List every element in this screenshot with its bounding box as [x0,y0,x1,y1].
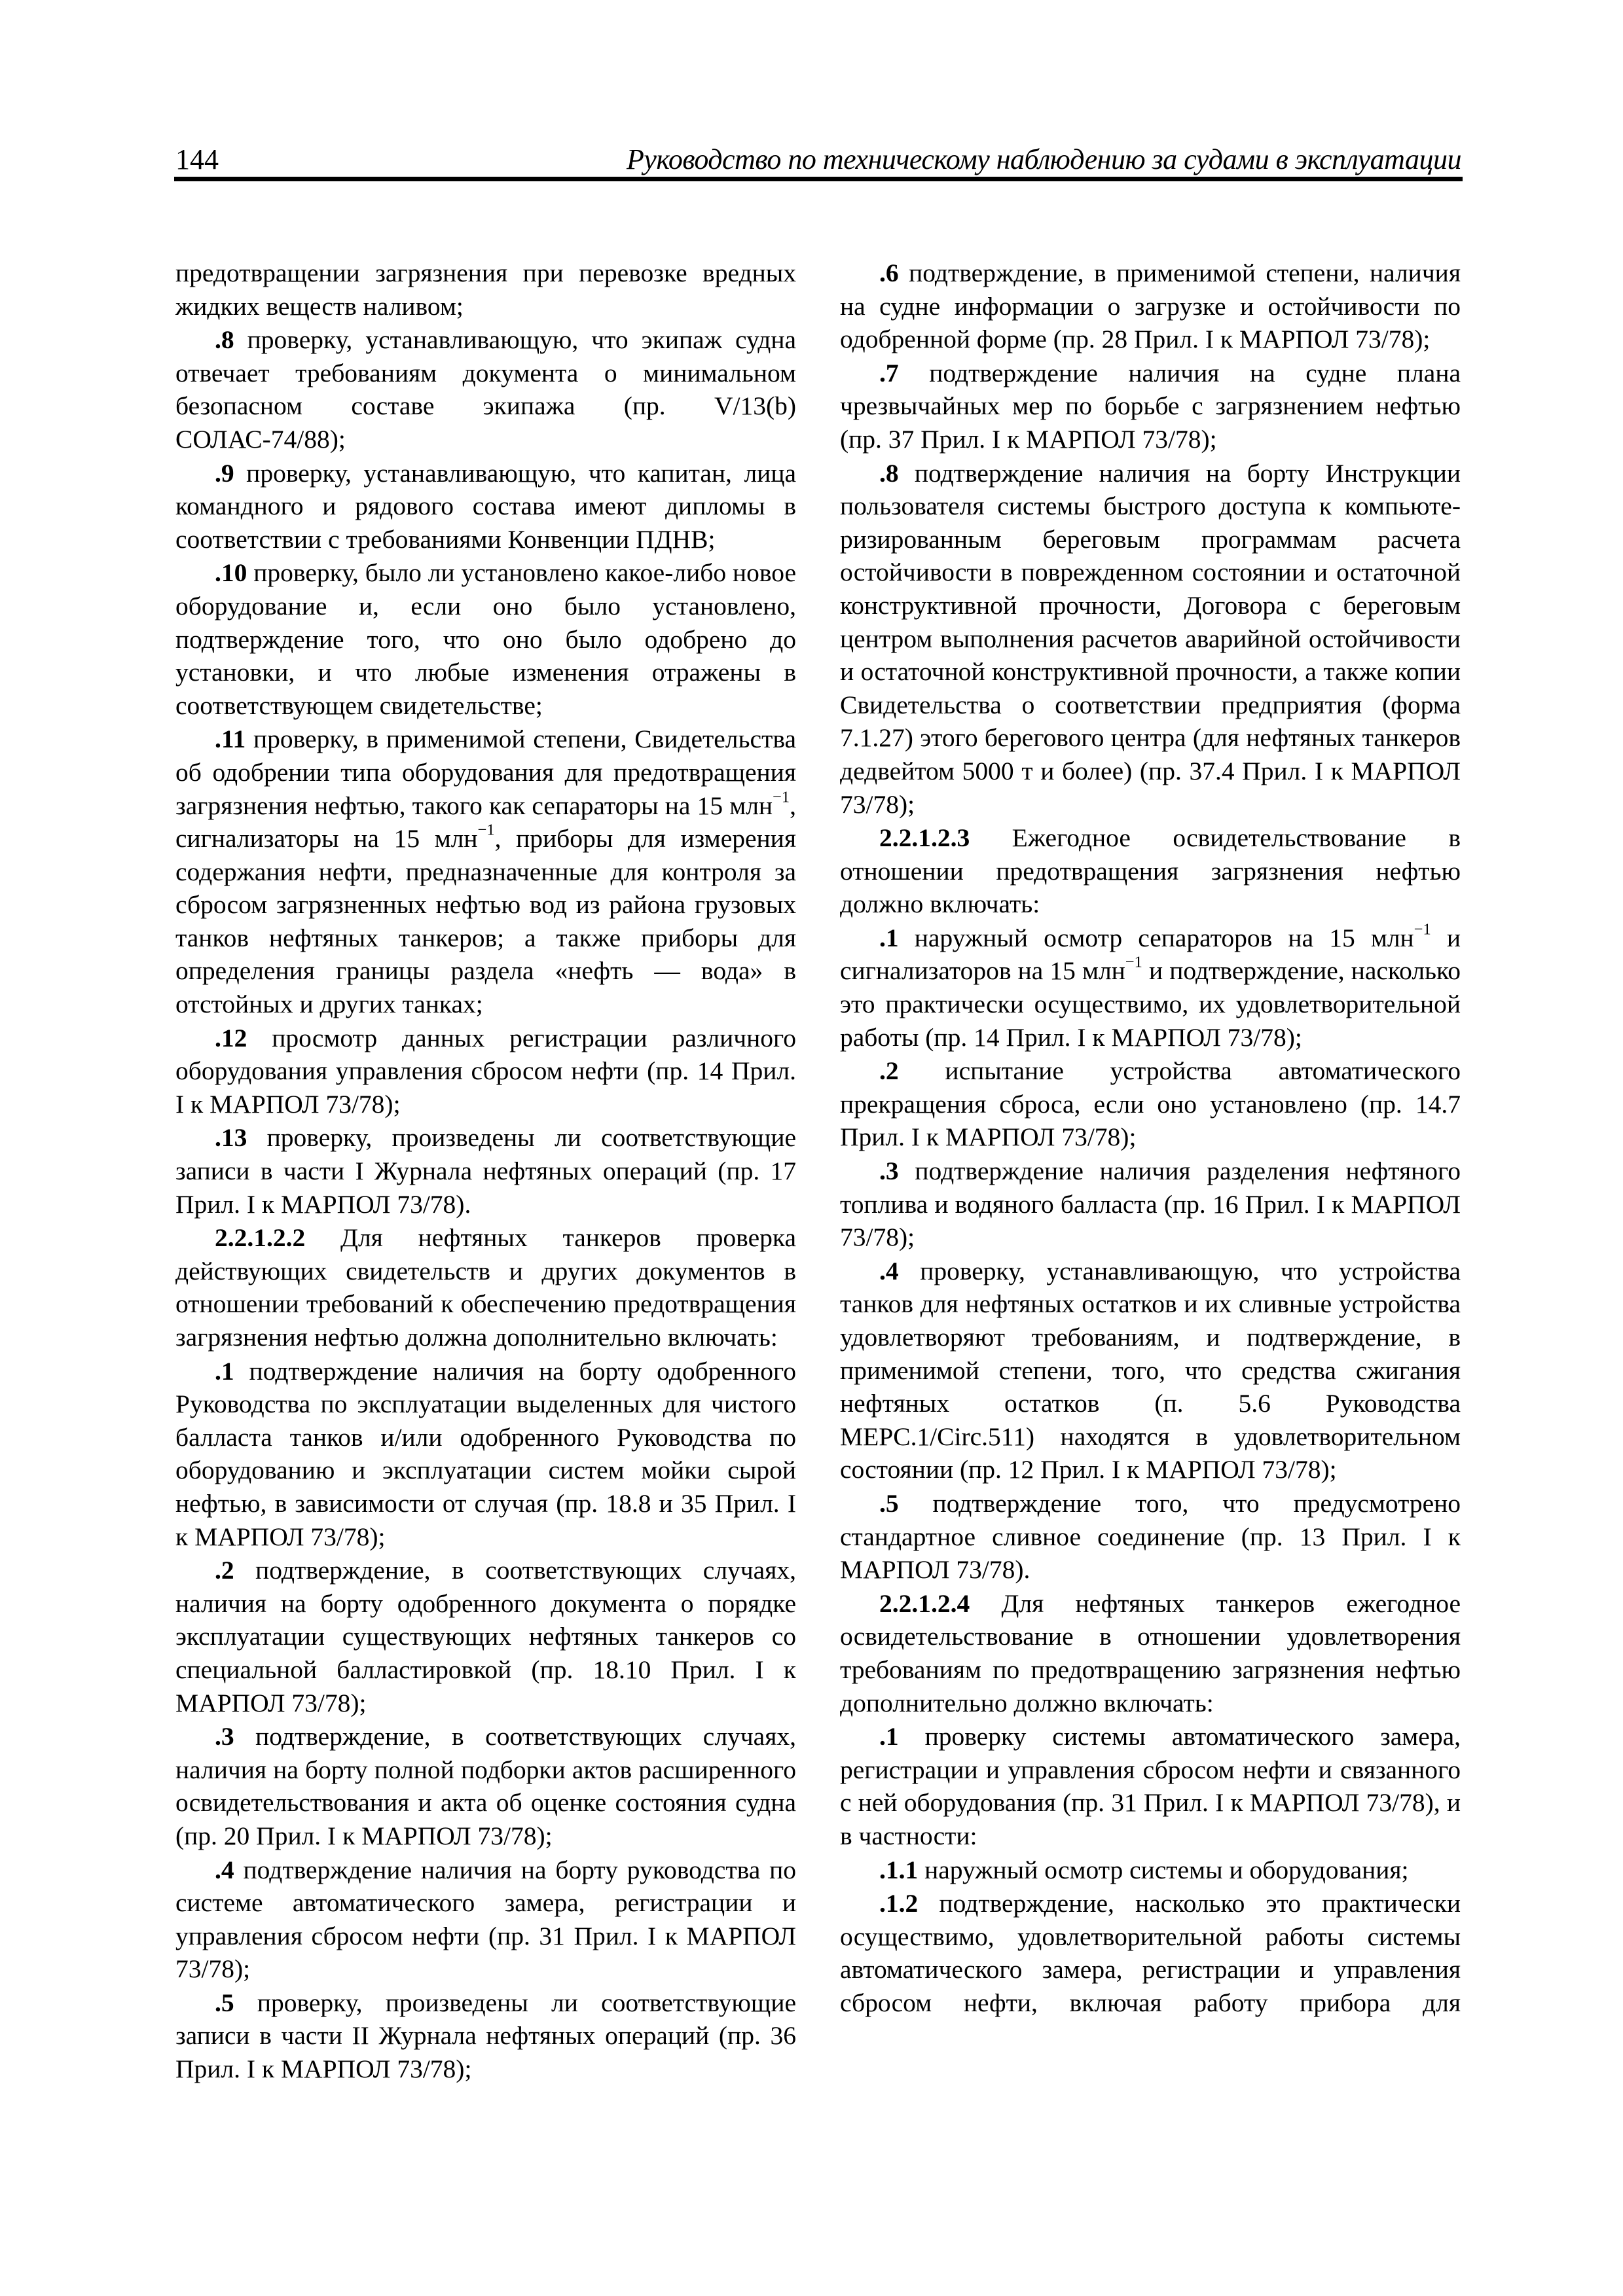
left-column [175,257,796,2087]
paragraph [840,821,1461,921]
item-number: 2.2.1.2.3 [879,823,970,853]
paragraph-text: проверку, в применимой степени, Свидетельства об одобрении типа оборудования для предотвращения загрязнения нефтью, такого как сепараторы на 15 млн [175,725,796,820]
paragraph [840,1054,1461,1154]
paragraph-text: подтверждение наличия на судне плана чрезвычайных мер по борьбе с загрязнением нефтью (пр. 37 Прил. I к МАРПОЛ 73/78); [840,358,1461,454]
paragraph [840,1487,1461,1587]
paragraph [175,1355,796,1554]
paragraph [175,1554,796,1719]
paragraph [175,1121,796,1221]
item-number: .1 [215,1356,234,1386]
paragraph-text: подтверждение, насколько это практически осуществимо, удовлетворительной работы системы автоматического замера, регистрации и управления сбросом нефти, включая работу прибора для [840,1889,1461,2017]
paragraph-text: проверку, устанавливающую, что устройства танков для нефтяных остатков и их сливные устройства удовлетворяют требованиям, и подтверждение, в применимой степени, того, что средства сжигания нефтяных остатков (п. 5.6 Руководства MEPC.1/Circ.511) находятся в удовлетворительном состоянии (пр. 12 Прил. I к МАРПОЛ 73/78); [840,1256,1461,1484]
paragraph-text: подтверждение наличия на борту Инструкции пользователя системы быстрого доступа к компьютеризированным береговым программам расчета остойчивости в поврежденном состоянии и остаточной конструктивной прочности, Договора с береговым центром выполнения расчетов аварийной остойчивости и остаточной конструктивной прочности, а также копии Свидетельства о соответствии предприятия (форма 7.1.27) этого берегового центра (для нефтяных танкеров дедвейтом 5000 т и более) (пр. 37.4 Прил. I к МАРПОЛ 73/78); [840,458,1461,819]
paragraph-text: проверку, было ли установлено какое-либо новое оборудование и, если оно было установлено, подтверждение того, что оно было одобрено до установки, и что любые изменения отражены в соответствующем свидетельстве; [175,558,796,720]
paragraph-text: подтверждение, в соответствующих случаях, наличия на борту полной подборки актов расширенного освидетельствования и акта об оценке состояния судна (пр. 20 Прил. I к МАРПОЛ 73/78); [175,1722,796,1850]
item-number: .10 [215,558,247,588]
item-number: .8 [215,325,234,355]
right-column [840,257,1461,2020]
item-number: .4 [215,1855,234,1884]
paragraph-text: подтверждение наличия на борту руководства по системе автоматического замера, регистрации и управления сбросом нефти (пр. 31 Прил. I к МАРПОЛ 73/78); [175,1855,796,1984]
paragraph [175,1986,796,2086]
paragraph-text: подтверждение, в применимой степени, наличия на судне информации о загрузке и остойчивости по одобренной форме (пр. 28 Прил. I к МАРПОЛ 73/78); [840,259,1461,354]
item-number: .3 [879,1157,899,1186]
item-number: .1.2 [879,1889,919,1918]
paragraph-text: проверку, произведены ли соответствующие записи в части II Журнала нефтяных операций (пр. 36 Прил. I к МАРПОЛ 73/78); [175,1988,796,2084]
paragraph [840,357,1461,456]
paragraph [175,1854,796,1986]
paragraph [175,257,796,323]
paragraph-text: Для нефтяных танкеров ежегодное освидетельствование в отношении удовлетворения требованиям по предотвращению загрязнения нефтью дополнительно должно включать: [840,1588,1461,1717]
item-number: .11 [215,725,246,754]
item-number: .2 [879,1056,899,1086]
paragraph-text: проверку, устанавливающую, что экипаж судна отвечает требованиям документа о минимальном безопасном составе экипажа (пр. V/13(b) СОЛАС-74/88); [175,325,796,454]
item-number: .8 [879,458,899,488]
item-number: .1 [879,923,899,952]
paragraph-text: проверку, устанавливающую, что капитан, лица командного и рядового состава имеют дипломы в соответствии с требованиями Конвенции ПДНВ; [175,458,796,554]
superscript: −1 [773,788,790,806]
item-number: .1 [879,1722,899,1751]
paragraph [175,1720,796,1852]
paragraph [175,723,796,1020]
superscript: −1 [1413,920,1431,939]
paragraph [840,457,1461,821]
paragraph [840,257,1461,356]
paragraph [175,1221,796,1354]
item-number: .5 [215,1988,234,2017]
paragraph-text: подтверждение того, что предусмотрено стандартное сливное соединение (пр. 13 Прил. I к МАРПОЛ 73/78). [840,1488,1461,1585]
paragraph [840,1854,1461,1887]
paragraph-text: подтверждение наличия на борту одобренного Руководства по эксплуатации выделенных для чистого балласта танков и/или одобренного Руководства по оборудованию и эксплуатации систем мойки сырой нефтью, в зависимости от случая (пр. 18.8 и 35 Прил. I к МАРПОЛ 73/78); [175,1356,796,1551]
superscript: −1 [1125,954,1142,972]
paragraph [840,1155,1461,1254]
item-number: .9 [215,458,234,488]
paragraph-text: проверку, произведены ли соответствующие записи в части I Журнала нефтяных операций (пр. 17 Прил. I к МАРПОЛ 73/78). [175,1123,796,1219]
paragraph [840,922,1461,1054]
paragraph-text: наружный осмотр системы и оборудования; [918,1855,1409,1884]
paragraph-text: Для нефтяных танкеров проверка действующих свидетельств и других документов в отношении требований к обеспечению предотвращения загрязнения нефтью должна дополнительно включать: [175,1223,796,1352]
running-title: Руководство по техническому наблюдению за судами в эксплуатации [627,143,1461,175]
paragraph [840,1720,1461,1852]
paragraph-text: и подтверждение, насколько это практически осуществимо, их удовлетворительной работы (пр. 14 Прил. I к МАРПОЛ 73/78); [840,956,1461,1052]
header-rule [174,177,1463,181]
paragraph-text: , приборы для измерения содержания нефти, предназначенные для контроля за сбросом загрязненных нефтью вод из района грузовых танков нефтяных танкеров; а также приборы для определения границы раздела «нефть — вода» в отстойных и других танках; [175,824,796,1019]
item-number: .3 [215,1722,234,1751]
paragraph-text: , сигнализаторы на 15 млн [175,791,796,853]
paragraph-text: испытание устройства автоматического прекращения сброса, если оно установлено (пр. 14.7 Прил. I к МАРПОЛ 73/78); [840,1056,1461,1152]
superscript: −1 [477,821,495,839]
paragraph [175,556,796,722]
item-number: .1.1 [879,1855,919,1884]
paragraph-text: подтверждение, в соответствующих случаях, наличия на борту одобренного документа о порядке эксплуатации существующих нефтяных танкеров со специальной балластировкой (пр. 18.10 Прил. I к МАРПОЛ 73/78); [175,1556,796,1717]
paragraph-text: предотвращении загрязнения при перевозке вредных жидких веществ наливом; [175,259,796,321]
item-number: .7 [879,358,899,387]
paragraph [840,1255,1461,1486]
item-number: .2 [215,1556,234,1585]
paragraph-text: Ежегодное освидетельствование в отношении предотвращения загрязнения нефтью должно включать: [840,823,1461,919]
item-number: 2.2.1.2.4 [879,1588,970,1618]
paragraph [175,457,796,556]
paragraph [840,1887,1461,2019]
paragraph-text: проверку системы автоматического замера, регистрации и управления сбросом нефти и связанного с ней оборудования (пр. 31 Прил. I к МАРПОЛ 73/78), и в частности: [840,1722,1461,1850]
paragraph-text: и сигнализаторов на 15 млн [840,923,1461,986]
item-number: .6 [879,259,899,287]
item-number: .5 [879,1488,899,1518]
paragraph [175,323,796,456]
paragraph [175,1022,796,1121]
paragraph-text: наружный осмотр сепараторов на 15 млн [898,923,1414,952]
item-number: .13 [215,1123,247,1153]
item-number: .4 [879,1256,899,1285]
item-number: 2.2.1.2.2 [215,1223,306,1253]
paragraph [840,1587,1461,1719]
paragraph-text: просмотр данных регистрации различного оборудования управления сбросом нефти (пр. 14 Прил. I к МАРПОЛ 73/78); [175,1023,796,1119]
paragraph-text: подтверждение наличия разделения нефтяного топлива и водяного балласта (пр. 16 Прил. I к МАРПОЛ 73/78); [840,1157,1461,1252]
page-number: 144 [175,143,219,175]
item-number: .12 [215,1023,247,1052]
